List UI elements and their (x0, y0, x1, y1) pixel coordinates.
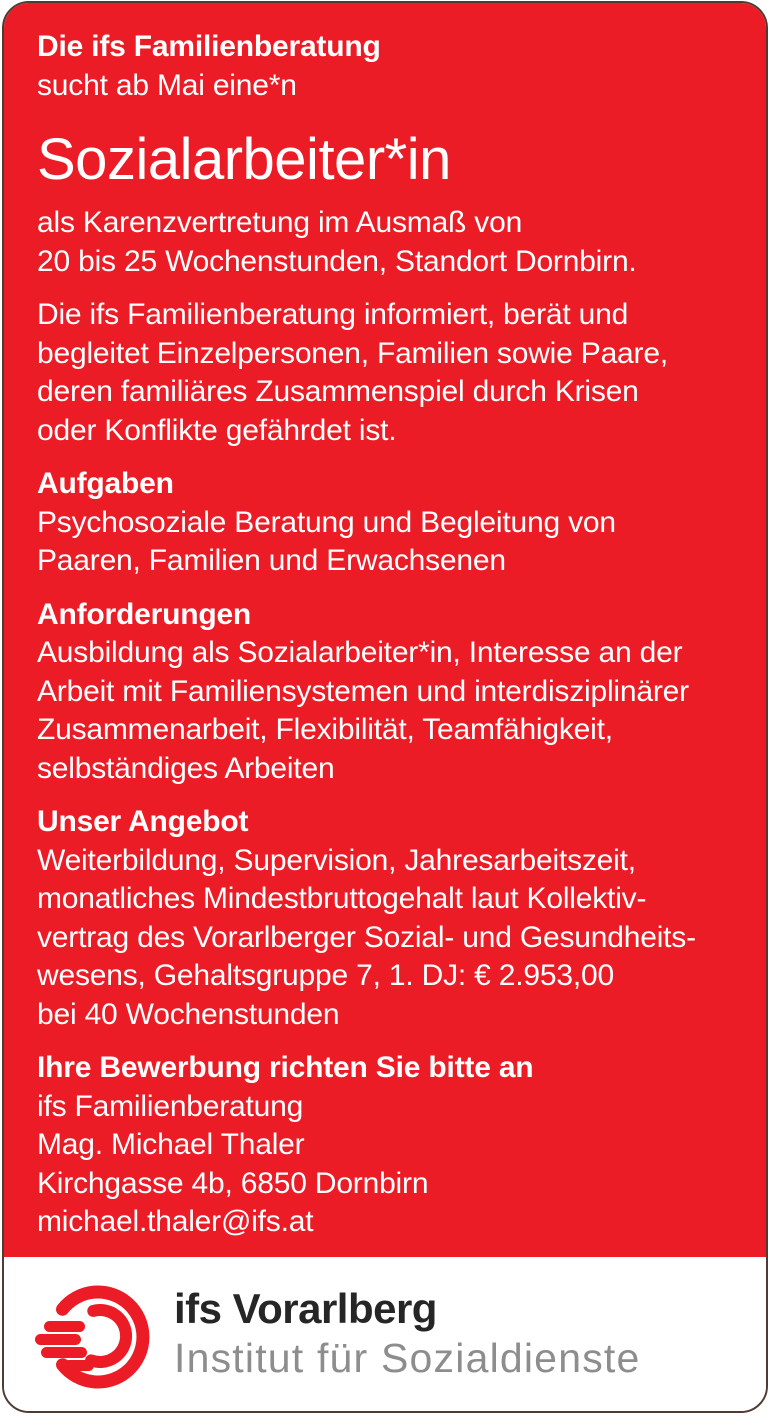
intro-block (37, 28, 748, 105)
contact-address-line: Kirchgasse 4b, 6850 Dornbirn (37, 1166, 429, 1200)
text-line: Paaren, Familien und Erwachsenen (37, 544, 506, 577)
section-heading: Unser Angebot (37, 805, 249, 838)
text-line: Die ifs Familienberatung informiert, berät und (37, 298, 629, 331)
text-line: begleitet Einzelpersonen, Familien sowie Paare, (37, 336, 668, 370)
job-title: Sozialarbeiter*in (37, 127, 451, 192)
text-line: Zusammenarbeit, Flexibilität, Teamfähigkeit, (37, 713, 613, 746)
intro-company: Die ifs Familienberatung (37, 30, 381, 63)
org-description (37, 296, 748, 450)
section-heading: Aufgaben (37, 467, 174, 500)
text-line: monatliches Mindestbruttogehalt laut Kollektiv- (37, 882, 647, 915)
section-bewerbung (37, 1049, 748, 1242)
contact-email-line: michael.thaler@ifs.at (37, 1205, 314, 1238)
brand-name: ifs Vorarlberg (174, 1285, 437, 1332)
contact-company-line: ifs Familienberatung (37, 1089, 304, 1123)
section-heading: Ihre Bewerbung richten Sie bitte an (37, 1051, 534, 1084)
text-line: deren familiäres Zusammenspiel durch Krisen (37, 375, 639, 408)
section-anforderungen (37, 596, 748, 789)
text-line: Weiterbildung, Supervision, Jahresarbeitszeit, (37, 843, 636, 877)
ifs-logo-icon (34, 1275, 156, 1399)
flyer-card (2, 1, 768, 1413)
contact-person-line: Mag. Michael Thaler (37, 1128, 305, 1161)
text-line: selbständiges Arbeiten (37, 751, 335, 785)
intro-seeking: sucht ab Mai eine*n (37, 68, 297, 102)
text-line: bei 40 Wochenstunden (37, 997, 340, 1031)
text-line: Ausbildung als Sozialarbeiter*in, Interesse an der (37, 636, 683, 669)
section-unser-angebot (37, 803, 748, 1034)
text-line: oder Konflikte gefährdet ist. (37, 413, 397, 447)
text-line: Arbeit mit Familiensystemen und interdisziplinärer (37, 674, 689, 708)
footer (4, 1257, 766, 1414)
text-line: vertrag des Vorarlberger Sozial- und Gesundheits- (37, 920, 696, 954)
text-line: Psychosoziale Beratung und Begleitung von (37, 505, 616, 539)
text-line: als Karenzvertretung im Ausmaß von (37, 206, 523, 239)
flyer-body (4, 3, 766, 1257)
section-heading: Anforderungen (37, 597, 252, 631)
brand-subtitle: Institut für Sozialdienste (174, 1335, 641, 1381)
job-conditions (37, 204, 748, 281)
text-line: 20 bis 25 Wochenstunden, Standort Dornbirn. (37, 244, 637, 278)
section-aufgaben (37, 465, 748, 581)
brand-block (174, 1284, 641, 1389)
text-line: wesens, Gehaltsgruppe 7, 1. DJ: € 2.953,00 (37, 959, 614, 992)
